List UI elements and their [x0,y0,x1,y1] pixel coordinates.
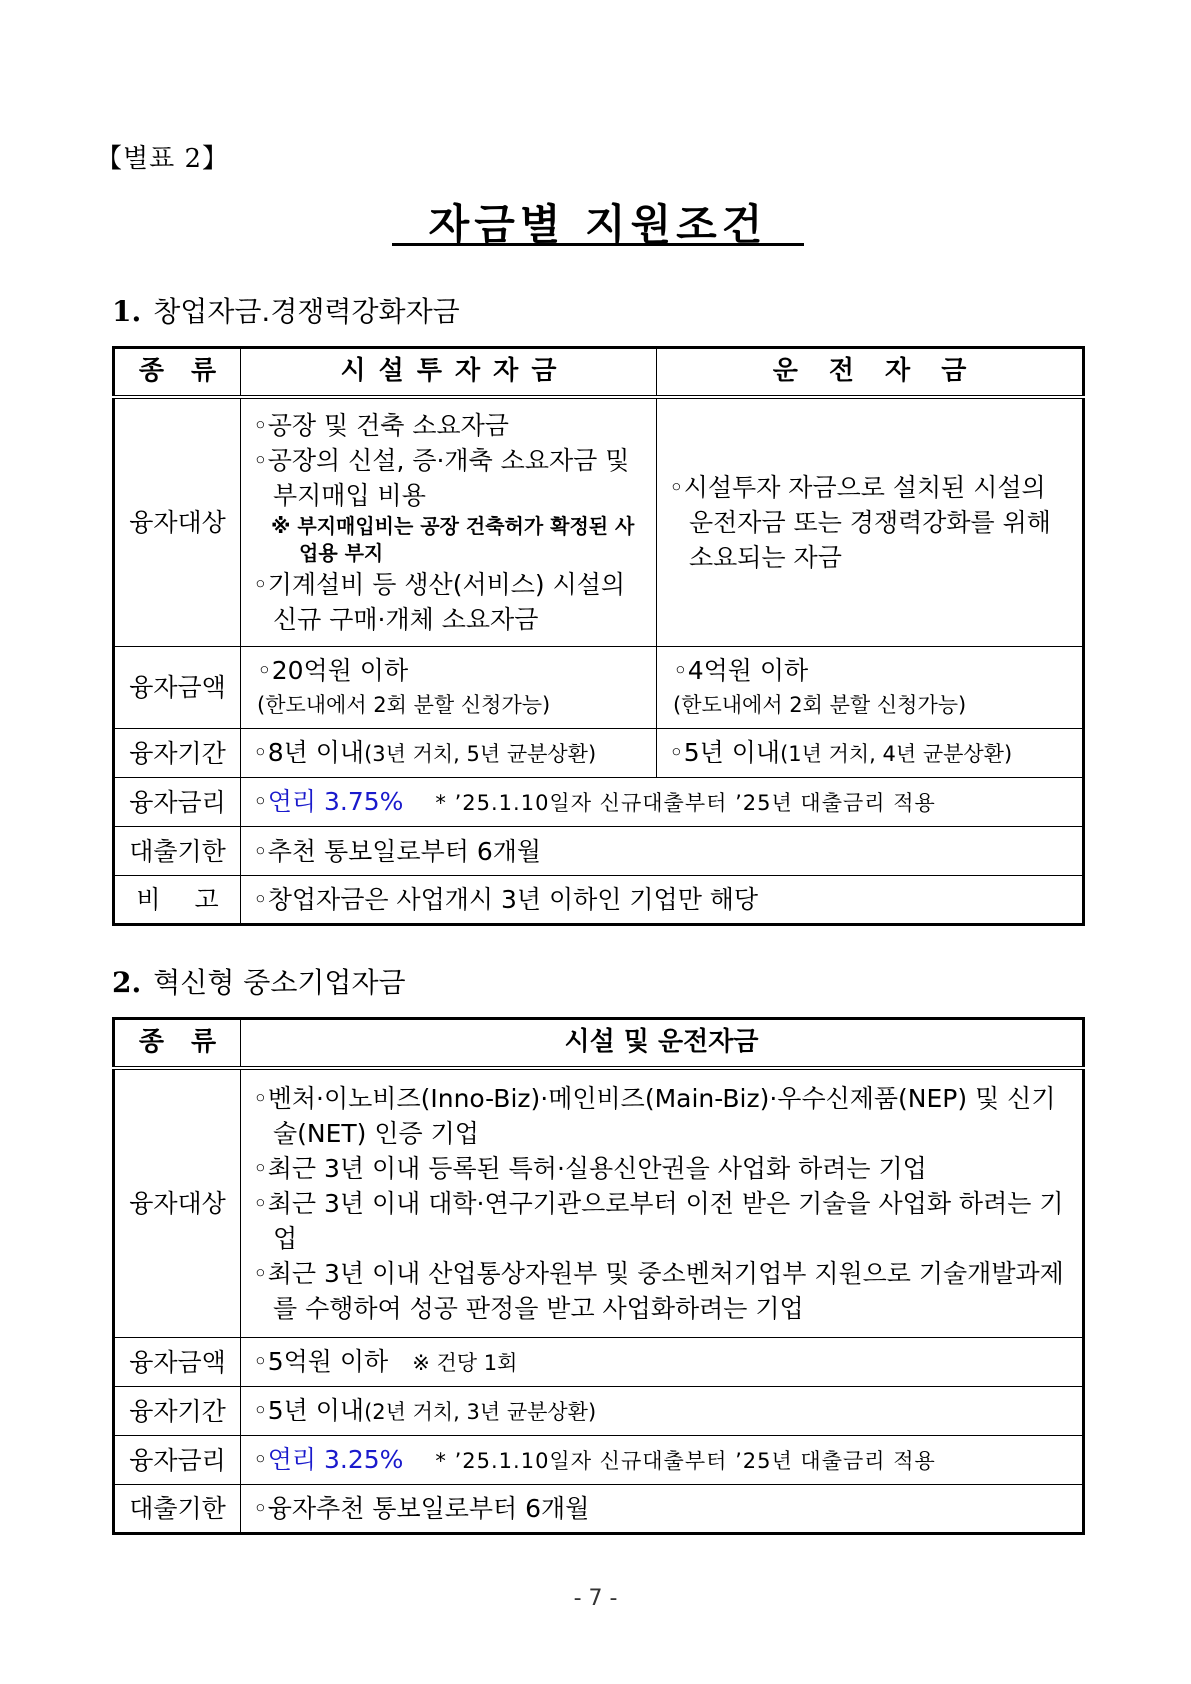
period-detail: (2년 거치, 3년 균분상환) [364,1399,597,1424]
table-row [114,1068,1084,1338]
rate-cell [241,778,1084,827]
table-row [114,397,1084,647]
interest-rate: 연리 3.25% [267,1444,404,1474]
row-label-rate: 융자금리 [114,778,241,827]
header-facility: 시 설 투 자 자 금 [241,348,657,397]
table-row [114,778,1084,827]
rate-note: * ’25.1.10일자 신규대출부터 ’25년 대출금리 적용 [435,1448,936,1473]
facility-amount-cell [241,647,657,729]
site-purchase-note: ※ 부지매입비는 공장 건축허가 확정된 사업용 부지 [271,513,635,565]
list-item: ◦공장의 신설, 증·개축 소요자금 및 부지매입 비용 [253,445,630,510]
period-value: ◦5년 이내 [253,1395,365,1425]
row-label-period: 융자기간 [114,729,241,778]
table-header-row [114,348,1084,397]
table-header-row [114,1019,1084,1068]
operating-amount-cell [657,647,1084,729]
header-type: 종 류 [114,348,241,397]
row-label-deadline: 대출기한 [114,1485,241,1534]
page-title: 자금별 지원조건 [428,200,768,249]
facility-amount-value: ◦20억원 이하 [257,655,409,685]
section1-number: 1. [112,295,142,328]
operating-amount-value: ◦4억원 이하 [673,655,809,685]
interest-rate: 연리 3.75% [267,786,404,816]
row-label-target: 융자대상 [114,1068,241,1338]
list-item: ◦최근 3년 이내 등록된 특허·실용신안권을 사업화 하려는 기업 [253,1153,927,1183]
table-row [114,647,1084,729]
bullet: ◦ [253,1444,268,1474]
table-row [114,1338,1084,1387]
operating-target-cell [657,397,1084,647]
header-operating: 운 전 자 금 [657,348,1084,397]
operating-period-detail: (1년 거치, 4년 균분상환) [780,741,1013,766]
row-label-period: 융자기간 [114,1387,241,1436]
table-row [114,729,1084,778]
facility-target-cell [241,397,657,647]
section2-table [112,1017,1085,1535]
facility-amount-note: (한도내에서 2회 분할 신청가능) [257,692,551,717]
row-label-deadline: 대출기한 [114,827,241,876]
header-type: 종 류 [114,1019,241,1068]
section2-title: 혁신형 중소기업자금 [153,966,406,999]
operating-period-value: ◦5년 이내 [669,737,781,767]
facility-period-cell [241,729,657,778]
row-label-target: 융자대상 [114,397,241,647]
section2-heading [112,961,406,1001]
row-label-rate: 융자금리 [114,1436,241,1485]
period-cell [241,1387,1084,1436]
section2-number: 2. [112,966,142,999]
deadline-cell: ◦융자추천 통보일로부터 6개월 [241,1485,1084,1534]
table-row [114,1436,1084,1485]
operating-period-cell [657,729,1084,778]
page-number: - 7 - [573,1586,618,1611]
facility-period-value: ◦8년 이내 [253,737,365,767]
table-row [114,827,1084,876]
target-cell [241,1068,1084,1338]
row-label-remarks: 비 고 [114,876,241,925]
amount-cell [241,1338,1084,1387]
amount-value: ◦5억원 이하 [253,1346,389,1376]
row-label-amount: 융자금액 [114,1338,241,1387]
table-row [114,1485,1084,1534]
list-item: ◦최근 3년 이내 대학·연구기관으로부터 이전 받은 기술을 사업화 하려는 기업 [253,1188,1064,1253]
table-row [114,876,1084,925]
annex-label: 【별표 2】 [96,144,230,174]
remarks-cell: ◦창업자금은 사업개시 3년 이하인 기업만 해당 [241,876,1084,925]
table-row [114,1387,1084,1436]
amount-note: ※ 건당 1회 [412,1350,518,1375]
section1-title: 창업자금.경쟁력강화자금 [153,295,460,328]
facility-period-detail: (3년 거치, 5년 균분상환) [364,741,597,766]
list-item: ◦공장 및 건축 소요자금 [253,410,509,440]
bullet: ◦ [253,786,268,816]
deadline-cell: ◦추천 통보일로부터 6개월 [241,827,1084,876]
row-label-amount: 융자금액 [114,647,241,729]
list-item: ◦기계설비 등 생산(서비스) 시설의 신규 구매·개체 소요자금 [253,569,626,634]
list-item: ◦벤처·이노비즈(Inno-Biz)·메인비즈(Main-Biz)·우수신제품(NEP) 및 신기술(NET) 인증 기업 [253,1083,1056,1148]
rate-cell [241,1436,1084,1485]
section1-table [112,346,1085,926]
operating-amount-note: (한도내에서 2회 분할 신청가능) [673,692,967,717]
section1-heading [112,290,460,330]
rate-note: * ’25.1.10일자 신규대출부터 ’25년 대출금리 적용 [435,790,936,815]
list-item: ◦시설투자 자금으로 설치된 시설의 운전자금 또는 경쟁력강화를 위해 소요되는 자금 [669,472,1051,572]
header-facility-operating: 시설 및 운전자금 [241,1019,1084,1068]
list-item: ◦최근 3년 이내 산업통상자원부 및 중소벤처기업부 지원으로 기술개발과제를 수행하여 성공 판정을 받고 사업화하려는 기업 [253,1258,1064,1323]
title-underline [392,243,804,246]
